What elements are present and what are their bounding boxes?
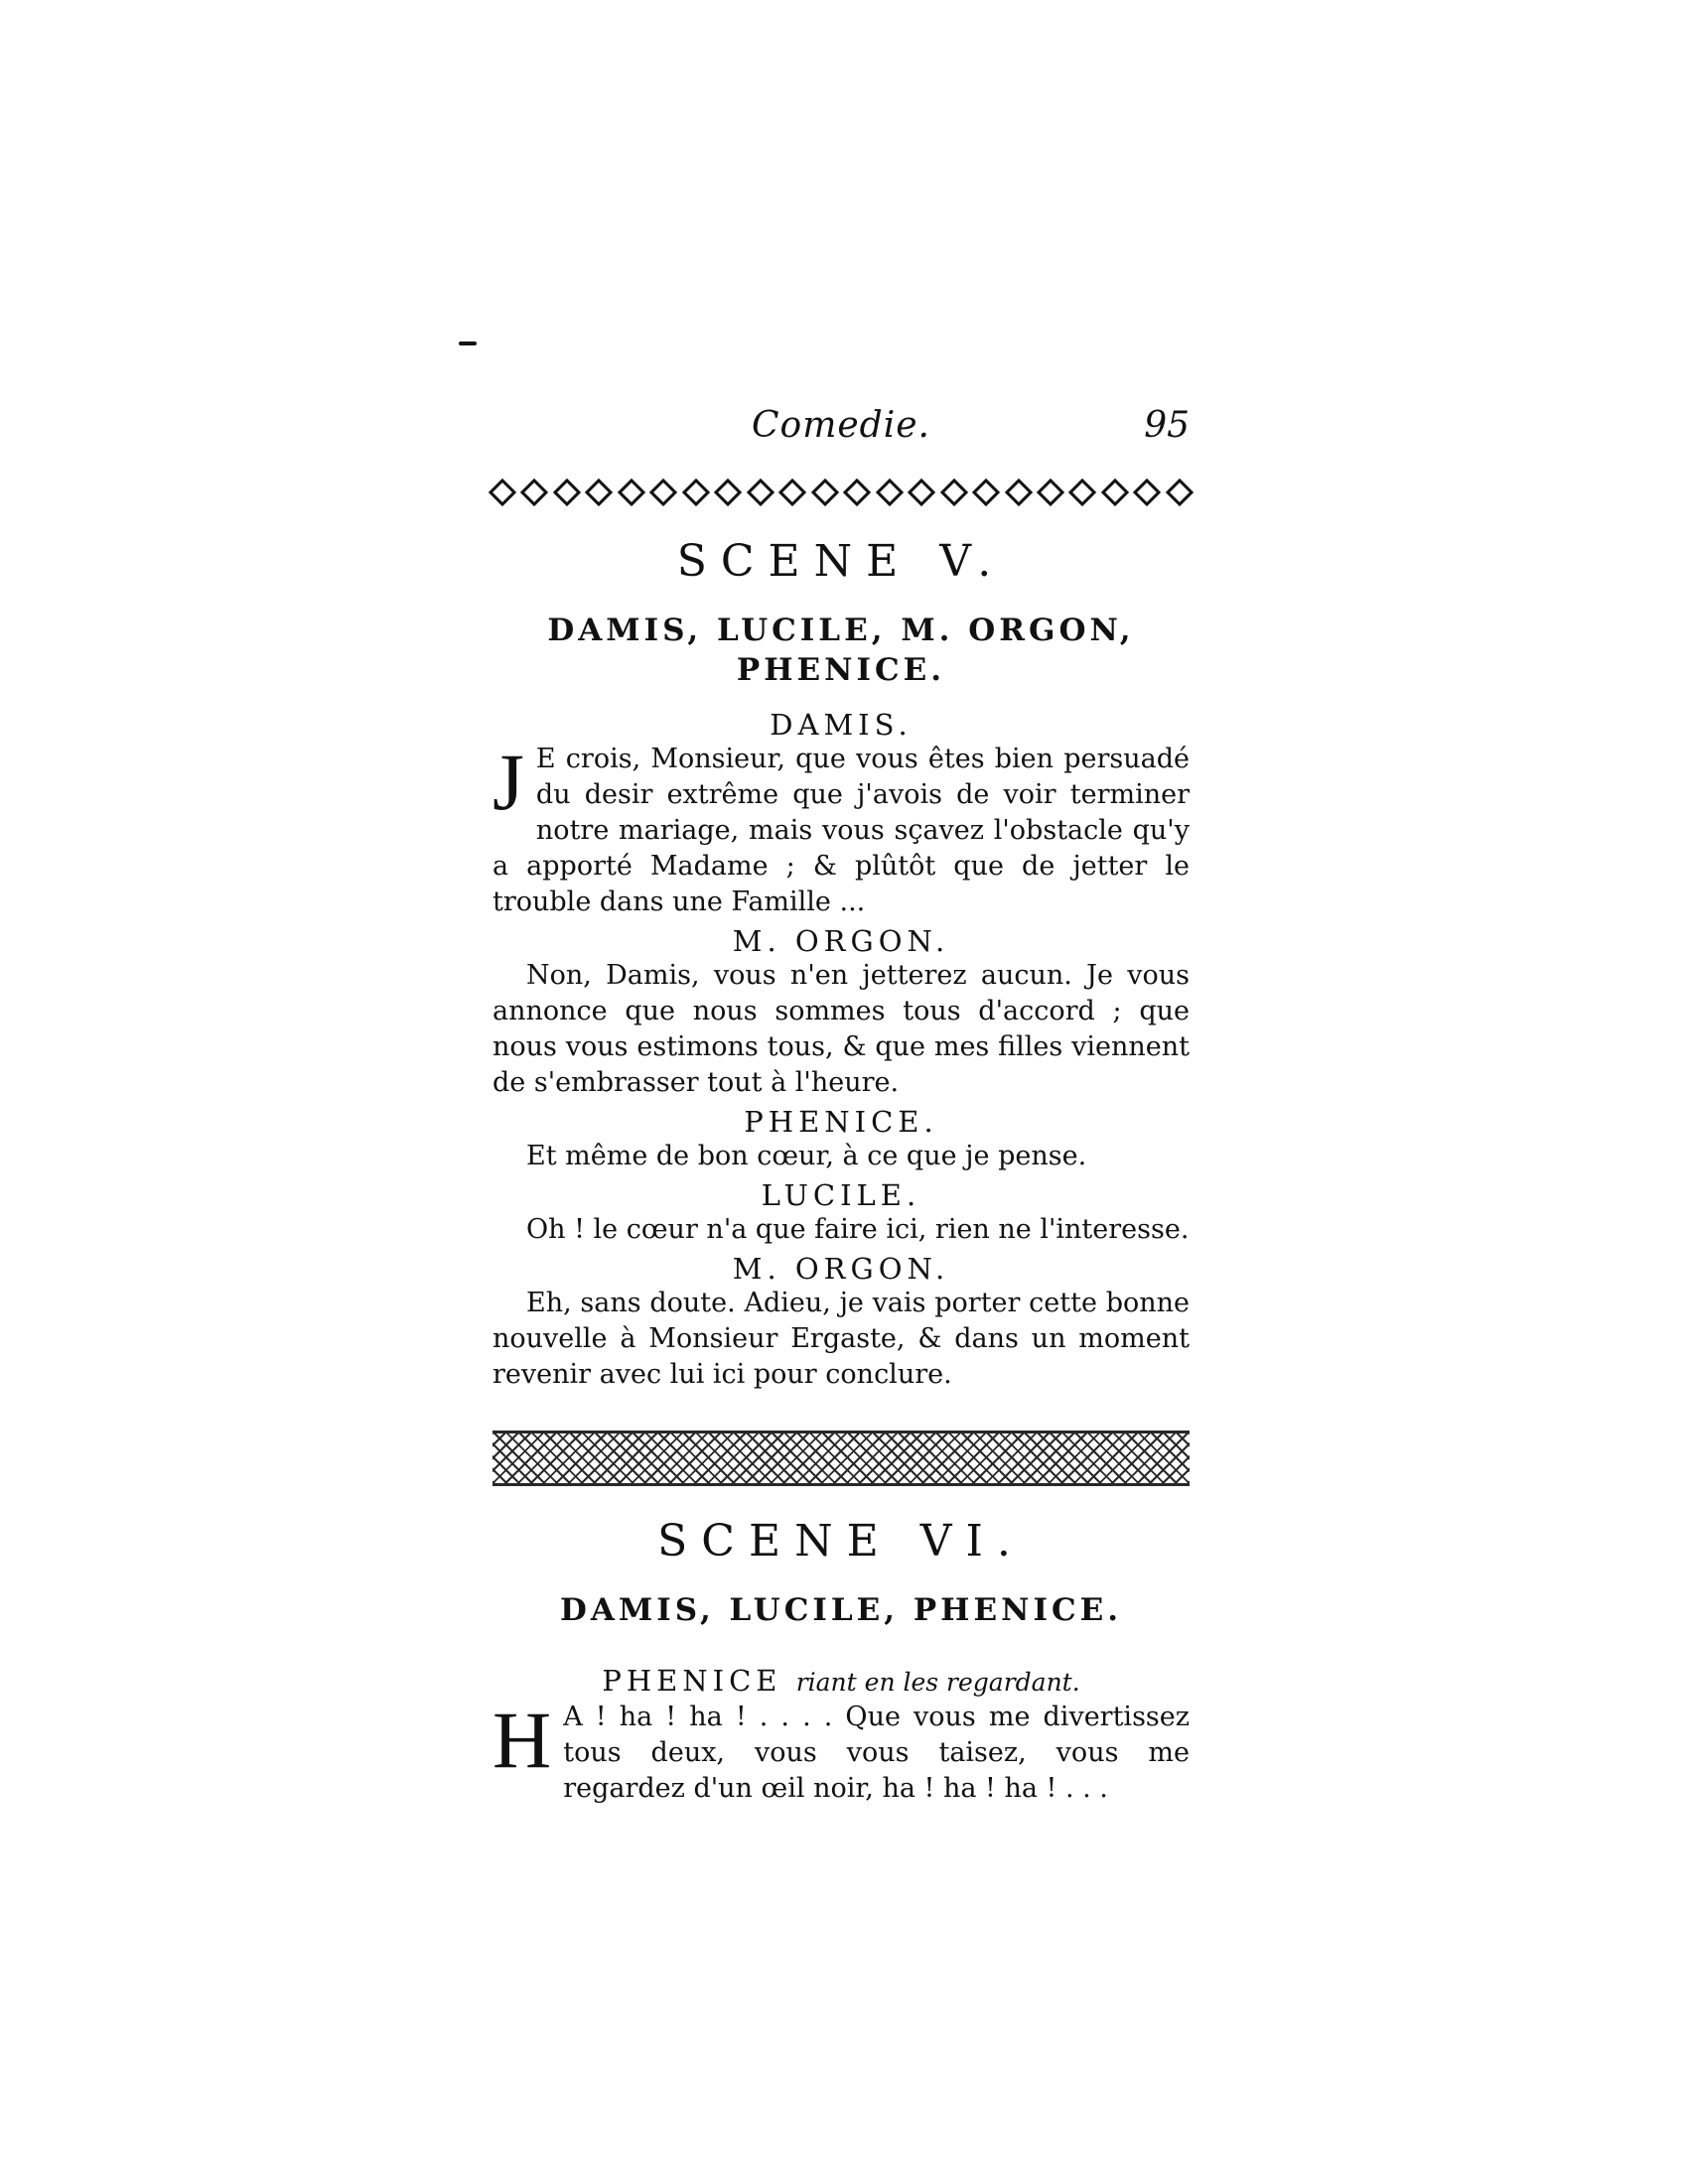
scene-5-cast-line-2: PHENICE. xyxy=(736,652,946,688)
speaker-phenice-name: PHENICE xyxy=(602,1664,782,1698)
speaker-phenice: PHENICE. xyxy=(744,1105,938,1139)
running-title: Comedie. xyxy=(752,405,930,446)
scene-5-cast-line-1: DAMIS, LUCILE, M. ORGON, xyxy=(547,613,1135,648)
speech-lucile: Oh ! le cœur n'a que faire ici, rien ne l'interesse. xyxy=(526,1214,1190,1245)
running-head xyxy=(492,397,1190,459)
page-column xyxy=(492,397,1190,1807)
speaker-phenice-scene-6 xyxy=(492,1664,1190,1700)
speech-phenice: Et même de bon cœur, à ce que je pense. xyxy=(526,1141,1087,1171)
scene-6-cast xyxy=(492,1590,1190,1630)
speech-orgon-2: Eh, sans doute. Adieu, je vais porter cette bonne nouvelle à Monsieur Ergaste, & dans un moment revenir avec lui ici pour conclure. xyxy=(492,1288,1190,1390)
scene-6-title: SCENE VI. xyxy=(657,1516,1025,1567)
scene-5-cast xyxy=(492,611,1190,690)
braid-ornament-band xyxy=(492,1431,1190,1486)
speech-damis xyxy=(492,737,1190,920)
speaker-orgon-2: M. ORGON. xyxy=(732,1252,950,1286)
diamond-ornament-band xyxy=(492,471,1190,514)
stage-direction: riant en les regardant. xyxy=(795,1668,1080,1697)
speech-orgon: Non, Damis, vous n'en jetterez aucun. Je vous annonce que nous sommes tous d'accord ; que nous vous estimons tous, & que mes filles viennent de s'embrasser tout à l'heure. xyxy=(492,960,1190,1098)
speaker-lucile: LUCILE. xyxy=(761,1178,921,1212)
speaker-orgon: M. ORGON. xyxy=(732,924,950,958)
speech-phenice-scene-6 xyxy=(492,1695,1190,1807)
scene-6-cast-line-1: DAMIS, LUCILE, PHENICE. xyxy=(559,1592,1123,1628)
margin-mark xyxy=(459,341,477,345)
speaker-damis: DAMIS. xyxy=(770,708,913,742)
page-number: 95 xyxy=(1144,405,1190,446)
speech-damis-text: E crois, Monsieur, que vous êtes bien persuadé du desir extrême que j'avois de voir terminer notre mariage, mais vous sçavez l'obstacle qu'y a apporté Madame ; & plûtôt que de jetter le trouble dans une Famille ... xyxy=(492,744,1190,917)
speech-phenice-scene-6-text: A ! ha ! ha ! . . . . Que vous me divertissez tous deux, vous vous taisez, vous me regardez d'un œil noir, ha ! ha ! ha ! . . . xyxy=(563,1702,1190,1804)
drop-cap-j: J xyxy=(492,737,524,827)
scene-5-title: SCENE V. xyxy=(676,536,1006,587)
drop-cap-h: H xyxy=(492,1695,552,1785)
